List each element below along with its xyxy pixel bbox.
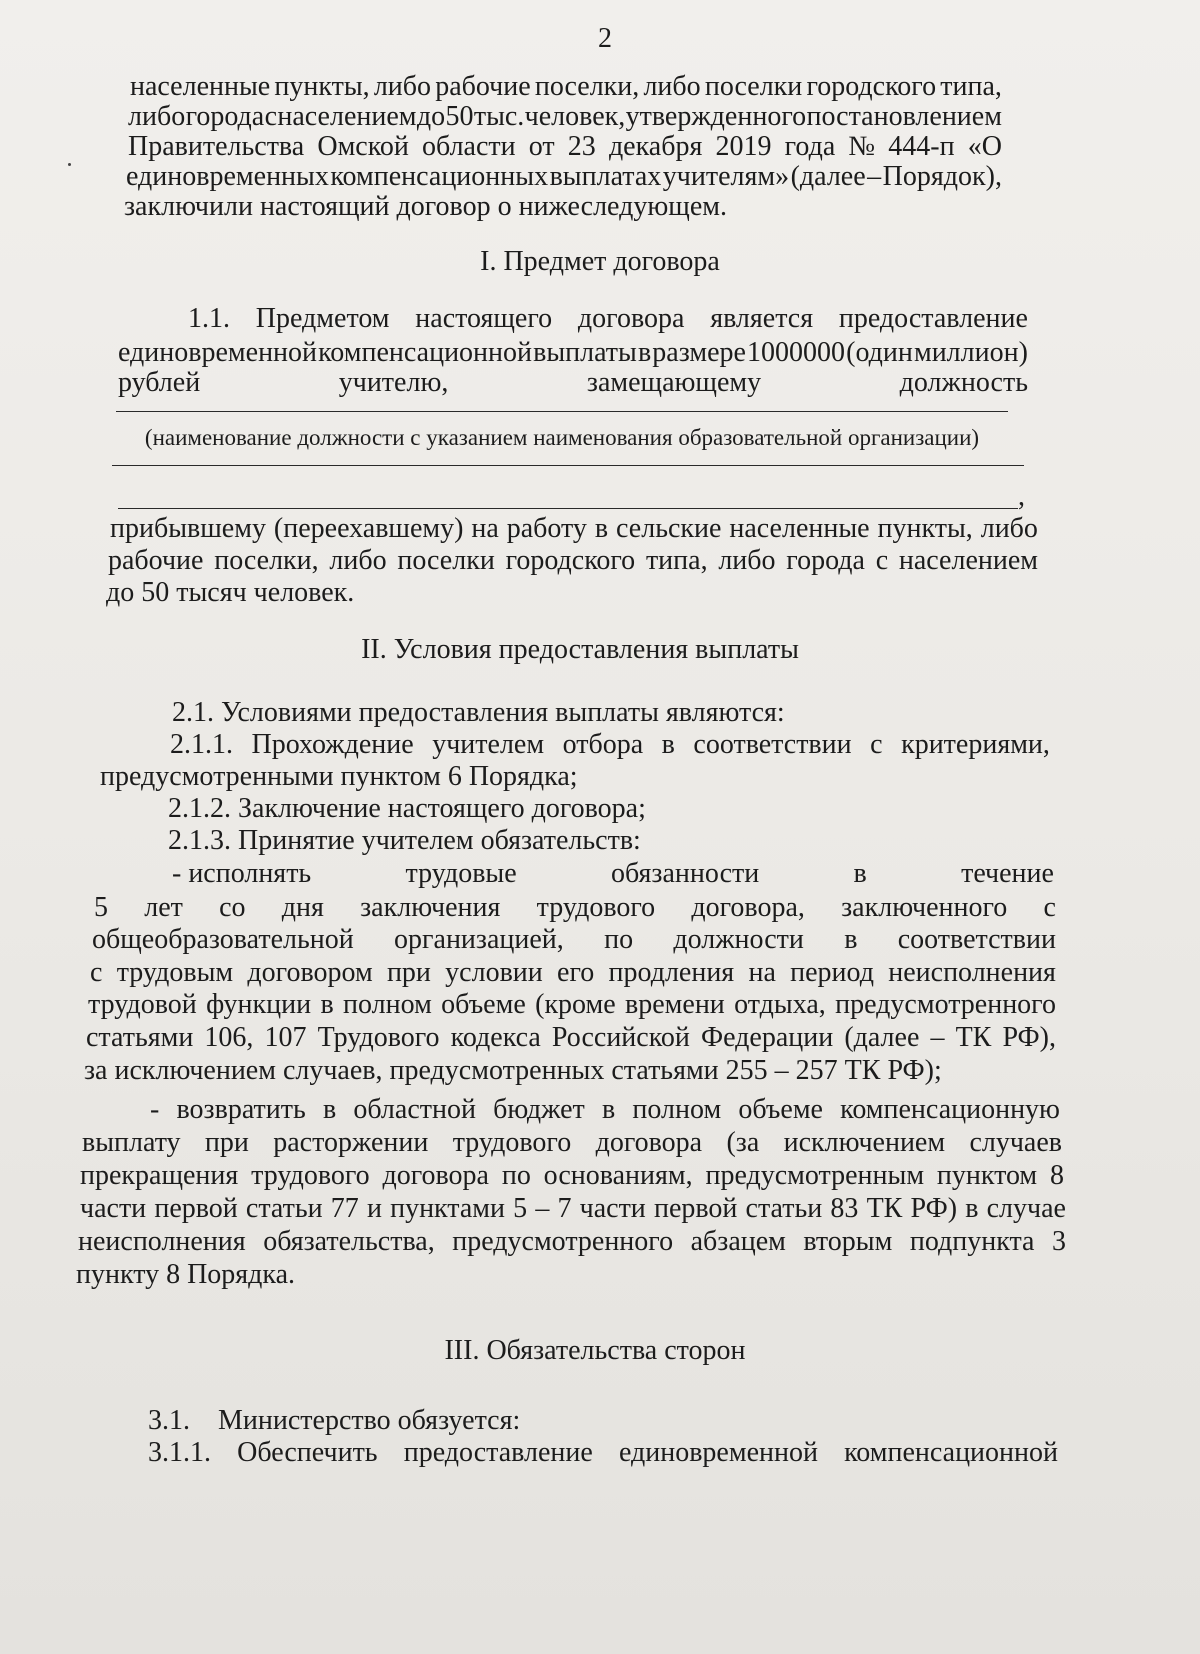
word: 1000000 bbox=[747, 337, 846, 368]
word: неисполнения bbox=[78, 1226, 246, 1257]
paragraph-line: 3.1. Министерство обязуется: bbox=[148, 1405, 521, 1436]
section-heading: I. Предмет договора bbox=[480, 246, 720, 277]
word: в bbox=[853, 858, 867, 889]
paragraph-line bbox=[148, 1436, 1058, 1470]
word: типа, bbox=[940, 71, 1002, 102]
word: соответствии bbox=[693, 729, 852, 760]
word: 107 bbox=[264, 1022, 307, 1053]
word: с bbox=[870, 729, 883, 760]
word: постановлением bbox=[806, 101, 1002, 132]
word: Прохождение bbox=[251, 729, 414, 760]
word: учителем bbox=[432, 729, 545, 760]
word: (далее bbox=[844, 1022, 920, 1053]
word: соответствии bbox=[897, 924, 1056, 955]
word: 7 bbox=[557, 1193, 572, 1224]
word: части bbox=[579, 1193, 646, 1224]
word: поселки, bbox=[214, 545, 319, 576]
word: – bbox=[867, 161, 882, 192]
word: пунктами bbox=[390, 1193, 505, 1224]
word: городского bbox=[806, 71, 937, 102]
paragraph-line: пункту 8 Порядка. bbox=[76, 1259, 296, 1290]
paragraph-line bbox=[150, 1093, 1060, 1127]
paragraph-line bbox=[78, 1225, 1066, 1259]
word: населенные bbox=[130, 71, 271, 102]
word: компенсационной bbox=[318, 337, 533, 368]
word: со bbox=[219, 892, 246, 923]
word: – bbox=[535, 1193, 550, 1224]
word: продления bbox=[608, 957, 735, 988]
word: статьями bbox=[86, 1022, 194, 1053]
paragraph-line: 2.1. Условиями предоставления выплаты являются: bbox=[172, 697, 785, 728]
word: Федерации bbox=[700, 1022, 834, 1053]
word: прибывшему bbox=[110, 513, 266, 544]
word: должность bbox=[899, 367, 1028, 398]
word: – bbox=[930, 1022, 945, 1053]
field-caption: (наименование должности с указанием наименования образовательной организации) bbox=[144, 425, 980, 450]
word: с bbox=[90, 957, 103, 988]
word: настоящего bbox=[415, 303, 553, 334]
word: отбора bbox=[562, 729, 644, 760]
word: учителю, bbox=[338, 367, 449, 398]
word: города bbox=[185, 101, 265, 132]
section-heading: II. Условия предоставления выплаты bbox=[361, 634, 799, 665]
word: трудовой bbox=[88, 989, 197, 1020]
word: рабочие bbox=[108, 545, 204, 576]
paragraph-line: 2.1.3. Принятие учителем обязательств: bbox=[168, 825, 641, 856]
word: рублей bbox=[118, 367, 201, 398]
word: основаниям, bbox=[543, 1160, 693, 1191]
word: обязательства, bbox=[263, 1226, 435, 1257]
word: дня bbox=[281, 892, 324, 923]
word: в bbox=[661, 729, 675, 760]
paragraph-line bbox=[80, 1192, 1066, 1226]
paragraph-line bbox=[92, 923, 1056, 957]
word: городского bbox=[505, 545, 636, 576]
word: трудового bbox=[536, 892, 656, 923]
word: критериями, bbox=[901, 729, 1050, 760]
word: работу bbox=[506, 513, 587, 544]
word: исключением bbox=[783, 1127, 946, 1158]
word: либо bbox=[980, 513, 1038, 544]
word: 1.1. bbox=[188, 303, 230, 334]
word: случаев bbox=[969, 1127, 1062, 1158]
word: 5 bbox=[94, 892, 108, 923]
word: РФ), bbox=[1002, 1022, 1056, 1053]
word: абзацем bbox=[690, 1226, 786, 1257]
word: функции bbox=[206, 989, 312, 1020]
word: Правительства bbox=[128, 131, 305, 162]
word: либо bbox=[329, 545, 387, 576]
word: вторым bbox=[803, 1226, 893, 1257]
word: областной bbox=[353, 1094, 476, 1125]
word: единовременной bbox=[118, 337, 318, 368]
word: в bbox=[601, 1094, 616, 1125]
paragraph-line: за исключением случаев, предусмотренных статьями 255 – 257 ТК РФ); bbox=[84, 1055, 942, 1086]
word: (за bbox=[726, 1127, 760, 1158]
word: единовременной bbox=[618, 1437, 818, 1468]
word: неисполнения bbox=[888, 957, 1056, 988]
intro-line bbox=[128, 100, 1002, 134]
word: либо bbox=[718, 545, 776, 576]
word: 2019 bbox=[715, 131, 772, 162]
word: на bbox=[748, 957, 776, 988]
word: его bbox=[557, 957, 595, 988]
word: с bbox=[264, 101, 278, 132]
word: (далее bbox=[790, 161, 866, 192]
word: с bbox=[875, 545, 889, 576]
word: поселки bbox=[704, 71, 803, 102]
word: в bbox=[320, 989, 334, 1020]
word: населением bbox=[898, 545, 1038, 576]
word: выплаты bbox=[533, 337, 637, 368]
word: (кроме bbox=[535, 989, 616, 1020]
word: либо bbox=[128, 101, 186, 132]
word: заключенного bbox=[841, 892, 1008, 923]
word: трудового bbox=[251, 1160, 370, 1191]
word: заключения bbox=[360, 892, 501, 923]
word: миллион) bbox=[913, 337, 1028, 368]
word: населенные bbox=[729, 513, 870, 544]
word: в bbox=[965, 1193, 979, 1224]
intro-line bbox=[126, 160, 1002, 194]
word: пункты, bbox=[274, 71, 370, 102]
word: Российской bbox=[551, 1022, 690, 1053]
word: тыс. bbox=[473, 101, 525, 132]
word: компенсационной bbox=[844, 1437, 1058, 1468]
paragraph-line: предусмотренными пунктом 6 Порядка; bbox=[100, 761, 578, 792]
paragraph-line bbox=[80, 1159, 1064, 1193]
word: утвержденного bbox=[625, 101, 807, 132]
word: в bbox=[322, 1094, 337, 1125]
word: 8 bbox=[1050, 1160, 1064, 1191]
word: человек, bbox=[524, 101, 626, 132]
paragraph-line bbox=[172, 857, 1054, 891]
word: отдыха, bbox=[734, 989, 826, 1020]
word: при bbox=[204, 1127, 249, 1158]
word: компенсационную bbox=[840, 1094, 1060, 1125]
word: договора bbox=[382, 1160, 489, 1191]
word: РФ) bbox=[910, 1193, 958, 1224]
speck bbox=[68, 163, 71, 166]
word: № bbox=[848, 131, 876, 162]
word: области bbox=[422, 131, 516, 162]
word: общеобразовательной bbox=[92, 924, 354, 955]
word: с bbox=[1043, 892, 1056, 923]
word: трудового bbox=[452, 1127, 572, 1158]
word: года bbox=[784, 131, 836, 162]
word: компенсационных bbox=[330, 161, 549, 192]
word: трудовые bbox=[405, 858, 517, 889]
word: выплатах bbox=[549, 161, 662, 192]
word: расторжении bbox=[273, 1127, 429, 1158]
intro-line bbox=[128, 130, 1002, 164]
word: размере bbox=[652, 337, 746, 368]
word: 3.1.1. bbox=[148, 1437, 211, 1468]
word: первой bbox=[653, 1193, 738, 1224]
word: декабря bbox=[608, 131, 703, 162]
word: предоставление bbox=[403, 1437, 593, 1468]
word: бюджет bbox=[493, 1094, 585, 1125]
word: 106, bbox=[204, 1022, 254, 1053]
word: типа, bbox=[645, 545, 708, 576]
word: объеме bbox=[441, 989, 526, 1020]
word: по bbox=[604, 924, 634, 955]
word: период bbox=[790, 957, 874, 988]
word: ТК bbox=[955, 1022, 992, 1053]
word: случае bbox=[986, 1193, 1066, 1224]
paragraph-line bbox=[90, 956, 1056, 990]
word: времени bbox=[625, 989, 725, 1020]
word: ТК bbox=[866, 1193, 903, 1224]
word: полном bbox=[632, 1094, 722, 1125]
word: полном bbox=[343, 989, 432, 1020]
fill-in-line bbox=[112, 465, 1024, 466]
word: (переехавшему) bbox=[273, 513, 464, 544]
paragraph-line bbox=[108, 544, 1038, 578]
word: (один bbox=[846, 337, 913, 368]
paragraph-line bbox=[86, 1021, 1056, 1055]
word: договора bbox=[577, 303, 685, 334]
paragraph-line bbox=[88, 988, 1056, 1022]
paragraph-line: 2.1.2. Заключение настоящего договора; bbox=[168, 793, 646, 824]
word: возвратить bbox=[176, 1094, 306, 1125]
word: предусмотренного bbox=[452, 1226, 674, 1257]
word: прекращения bbox=[80, 1160, 239, 1191]
intro-line bbox=[130, 70, 1002, 104]
word: предоставление bbox=[838, 303, 1028, 334]
word: в bbox=[594, 513, 609, 544]
word: договора, bbox=[691, 892, 805, 923]
word: 83 bbox=[830, 1193, 859, 1224]
paragraph-line bbox=[170, 728, 1050, 762]
line-end-comma: , bbox=[1018, 481, 1025, 512]
word: в bbox=[637, 337, 652, 368]
word: договором bbox=[247, 957, 373, 988]
word: организацией, bbox=[394, 924, 564, 955]
word: при bbox=[386, 957, 431, 988]
word: 5 bbox=[513, 1193, 528, 1224]
word: населением bbox=[277, 101, 417, 132]
word: сельские bbox=[616, 513, 722, 544]
paragraph-line: до 50 тысяч человек. bbox=[106, 577, 355, 608]
paragraph-line bbox=[82, 1126, 1062, 1160]
word: лет bbox=[144, 892, 183, 923]
word: течение bbox=[961, 858, 1054, 889]
word: «О bbox=[967, 131, 1002, 162]
word: до bbox=[416, 101, 446, 132]
fill-in-line bbox=[118, 508, 1018, 509]
fill-in-line bbox=[116, 411, 1008, 412]
word: 77 bbox=[330, 1193, 359, 1224]
word: по bbox=[501, 1160, 531, 1191]
word: поселки bbox=[397, 545, 495, 576]
paragraph-line bbox=[110, 512, 1038, 546]
word: обязанности bbox=[610, 858, 760, 889]
word: статьи bbox=[245, 1193, 323, 1224]
word: 3 bbox=[1052, 1226, 1066, 1257]
section-heading: III. Обязательства сторон bbox=[444, 1335, 746, 1366]
word: объеме bbox=[738, 1094, 823, 1125]
word: первой bbox=[154, 1193, 238, 1224]
word: 50 bbox=[445, 101, 474, 132]
word: 444-п bbox=[888, 131, 955, 162]
word: кодекса bbox=[450, 1022, 541, 1053]
word: Порядок), bbox=[882, 161, 1002, 192]
word: либо bbox=[643, 71, 701, 102]
word: либо bbox=[373, 71, 432, 102]
word: 2.1.1. bbox=[170, 729, 233, 760]
word: 23 bbox=[567, 131, 596, 162]
word: должности bbox=[673, 924, 804, 955]
paragraph-line bbox=[118, 366, 1028, 400]
word: от bbox=[528, 131, 555, 162]
word: является bbox=[710, 303, 814, 334]
word: Омской bbox=[317, 131, 409, 162]
word: трудовым bbox=[116, 957, 234, 988]
word: Предметом bbox=[255, 303, 390, 334]
word: пунктом bbox=[936, 1160, 1038, 1191]
intro-line: заключили настоящий договор о нижеследующем. bbox=[124, 191, 727, 222]
word: пункты, bbox=[877, 513, 973, 544]
word: условии bbox=[445, 957, 543, 988]
paragraph-line bbox=[118, 336, 1028, 370]
word: - исполнять bbox=[172, 858, 312, 889]
word: выплату bbox=[82, 1127, 181, 1158]
word: и bbox=[366, 1193, 382, 1224]
word: Обеспечить bbox=[237, 1437, 378, 1468]
word: подпункта bbox=[909, 1226, 1035, 1257]
word: части bbox=[80, 1193, 147, 1224]
word: договора bbox=[595, 1127, 703, 1158]
word: статьи bbox=[745, 1193, 823, 1224]
word: на bbox=[471, 513, 499, 544]
word: предусмотренным bbox=[705, 1160, 925, 1191]
word: рабочие bbox=[435, 71, 531, 102]
word: поселки, bbox=[534, 71, 640, 102]
word: - bbox=[150, 1094, 160, 1125]
paragraph-line bbox=[188, 302, 1028, 336]
word: замещающему bbox=[586, 367, 762, 398]
word: единовременных bbox=[126, 161, 329, 192]
word: Трудового bbox=[317, 1022, 440, 1053]
word: учителям» bbox=[662, 161, 790, 192]
page-number: 2 bbox=[598, 23, 612, 54]
word: в bbox=[844, 924, 858, 955]
paragraph-line bbox=[94, 891, 1056, 925]
word: города bbox=[786, 545, 865, 576]
word: предусмотренного bbox=[835, 989, 1056, 1020]
